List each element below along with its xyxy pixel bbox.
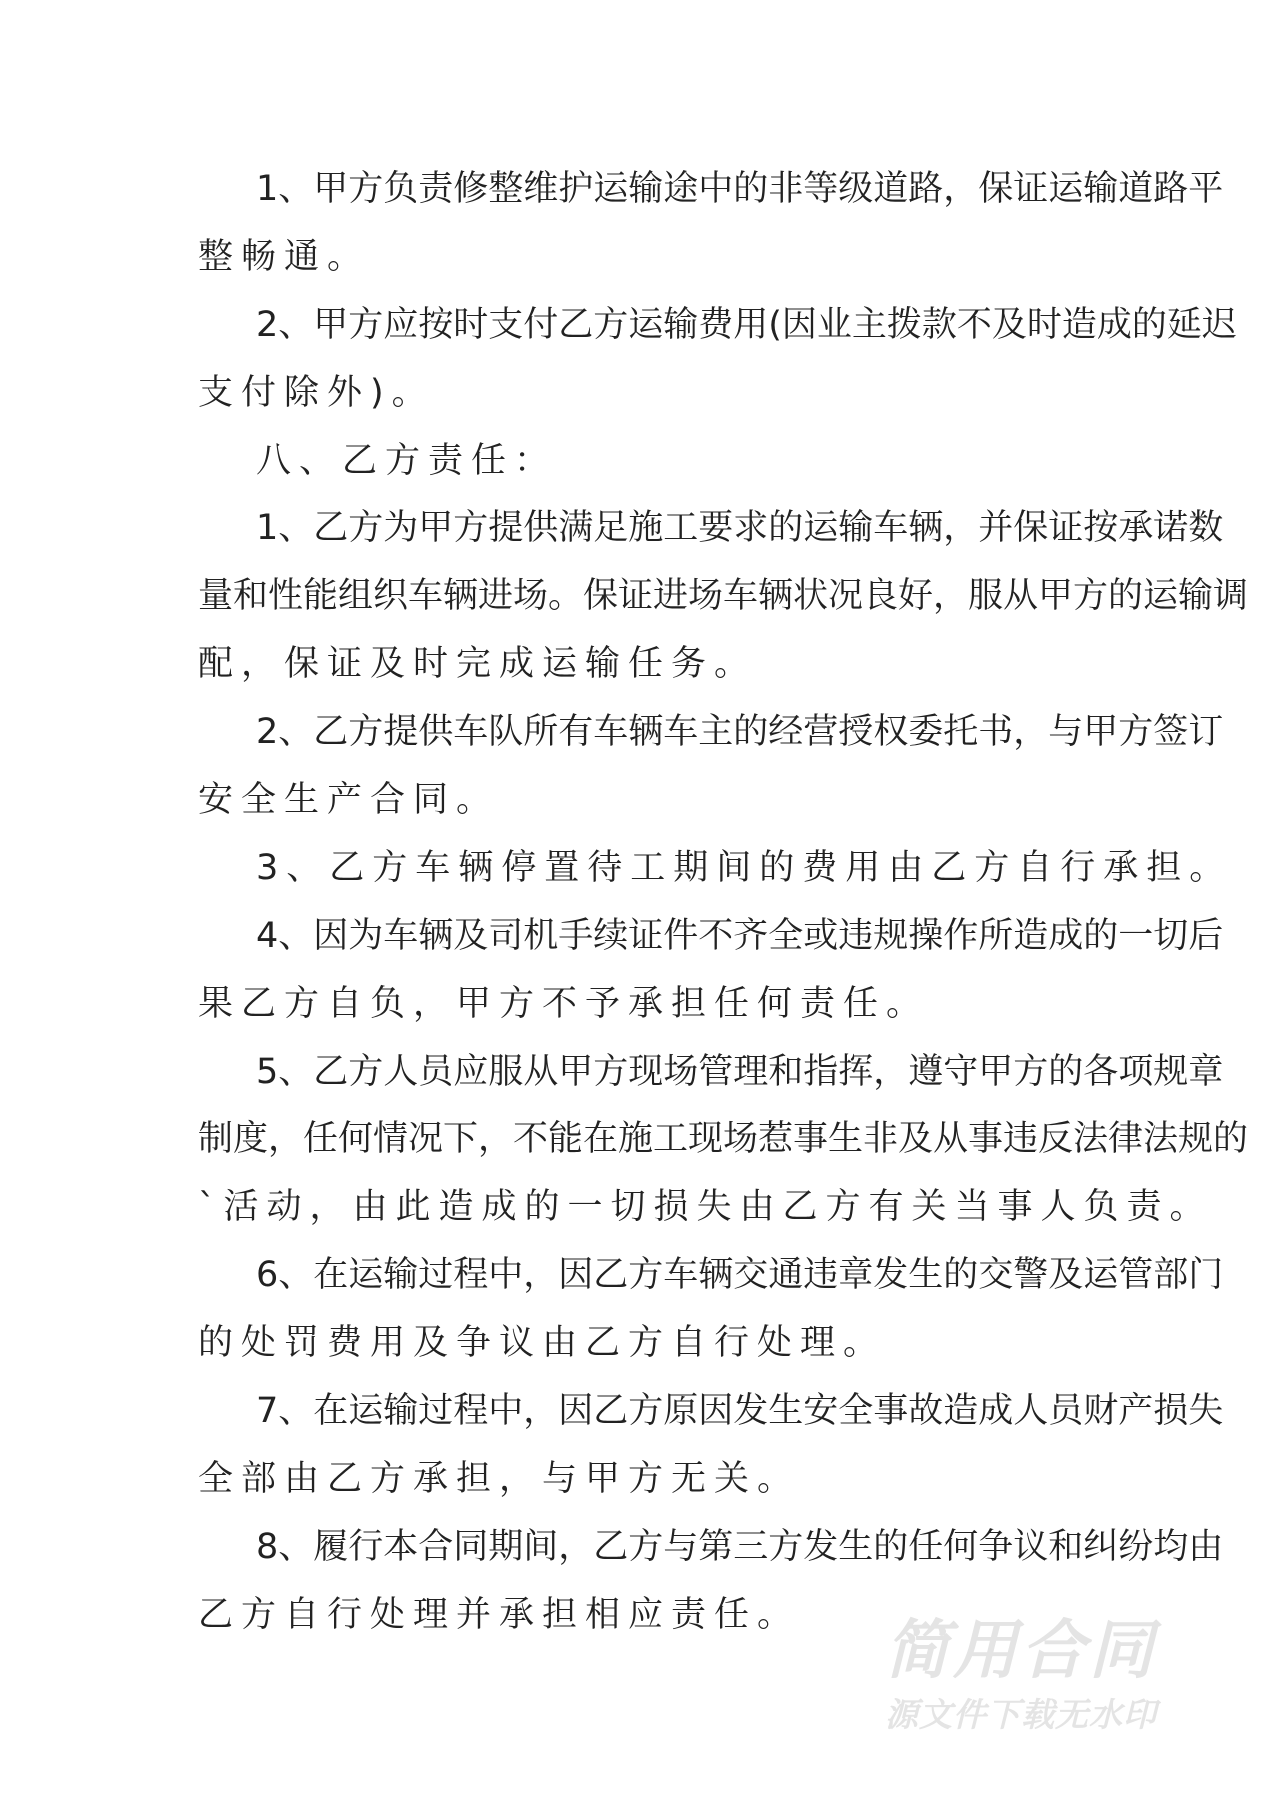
text-line: 八、乙方责任： (256, 440, 558, 481)
text-line: 整畅通。 (198, 236, 371, 277)
paragraph (198, 903, 1224, 1039)
text-line: 支付除外)。 (198, 372, 435, 413)
text-line: 7、在运输过程中，因乙方原因发生安全事故造成人员财产损失 (256, 1391, 1224, 1432)
text-line: 1、乙方为甲方提供满足施工要求的运输车辆，并保证按承诺数 (256, 508, 1224, 549)
document-body (198, 156, 1249, 1650)
paragraph (198, 1378, 1224, 1514)
paragraph (198, 699, 1224, 835)
paragraph (198, 428, 1102, 496)
text-line: 安全生产合同。 (198, 780, 500, 821)
text-line: 6、在运输过程中，因乙方车辆交通违章发生的交警及运管部门 (256, 1255, 1224, 1296)
text-line: 量和性能组织车辆进场。保证进场车辆状况良好，服从甲方的运输调 (198, 576, 1249, 617)
paragraph (198, 292, 1237, 428)
watermark (885, 1612, 1195, 1740)
paragraph (198, 1039, 1249, 1243)
text-line: 的处罚费用及争议由乙方自行处理。 (198, 1323, 887, 1364)
text-line: 4、因为车辆及司机手续证件不齐全或违规操作所造成的一切后 (256, 915, 1224, 956)
text-line: 果乙方自负，甲方不予承担任何责任。 (198, 983, 930, 1024)
paragraph (198, 835, 1233, 903)
text-line: `活动，由此造成的一切损失由乙方有关当事人负责。 (198, 1187, 1213, 1228)
watermark-subtitle: 源文件下载无水印 (885, 1695, 1157, 1734)
text-line: 2、甲方应按时支付乙方运输费用(因业主拨款不及时造成的延迟 (256, 304, 1237, 345)
text-line: 3、乙方车辆停置待工期间的费用由乙方自行承担。 (256, 847, 1233, 888)
text-line: 5、乙方人员应服从甲方现场管理和指挥，遵守甲方的各项规章 (256, 1051, 1224, 1092)
text-line: 2、乙方提供车队所有车辆车主的经营授权委托书，与甲方签订 (256, 712, 1224, 753)
text-line: 配，保证及时完成运输任务。 (198, 644, 758, 685)
text-line: 全部由乙方承担，与甲方无关。 (198, 1458, 801, 1499)
text-line: 乙方自行处理并承担相应责任。 (198, 1594, 801, 1635)
text-line: 制度，任何情况下，不能在施工现场惹事生非及从事违反法律法规的 (198, 1119, 1249, 1160)
watermark-title: 简用合同 (885, 1614, 1157, 1688)
text-line: 1、甲方负责修整维护运输途中的非等级道路，保证运输道路平 (256, 169, 1224, 209)
paragraph (198, 156, 1224, 292)
paragraph (198, 495, 1249, 699)
paragraph (198, 1242, 1224, 1378)
text-line: 8、履行本合同期间，乙方与第三方发生的任何争议和纠纷均由 (256, 1526, 1224, 1567)
